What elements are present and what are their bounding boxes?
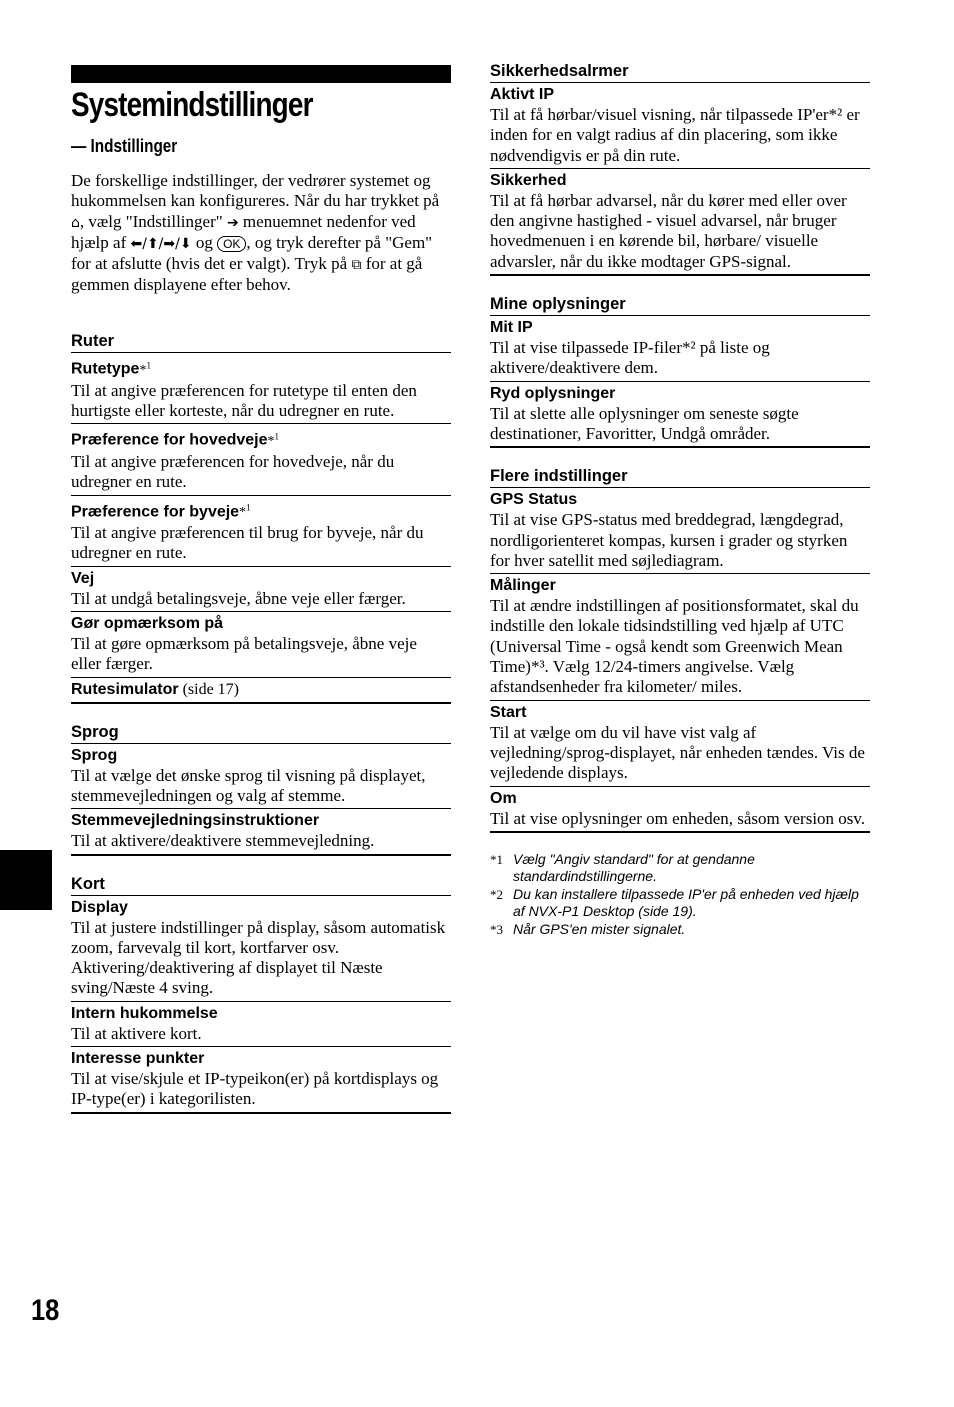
settings-group bbox=[71, 331, 451, 704]
footnote bbox=[490, 886, 870, 921]
setting-title bbox=[71, 498, 451, 524]
footnote bbox=[490, 921, 870, 939]
intro-text: for at gå gemmen displayene efter behov. bbox=[71, 254, 423, 295]
footnote-text: Når GPS'en mister signalet. bbox=[513, 920, 686, 937]
footnote-text: Du kan installere tilpassede IP'er på enheden ved hjælp af NVX-P1 Desktop (side 19). bbox=[513, 885, 859, 920]
chapter-tab bbox=[0, 850, 52, 910]
footnote bbox=[490, 851, 870, 886]
setting-description: Til at ændre indstillingen af positionsformatet, skal du indstille den lokale tidsindstilling ved hjælp af UTC (Universal Time - også kendt som Greenwich Mean Time)*³. Vælg 12/24-timers angivelse. Vælg afstandsenheder fra kilometer/ miles. bbox=[490, 596, 859, 697]
setting-entry bbox=[71, 424, 451, 495]
setting-description: Til at vise/skjule et IP-typeikon(er) på kortdisplays og IP-type(er) i kategorilisten. bbox=[71, 1069, 439, 1109]
setting-entry bbox=[490, 83, 870, 169]
setting-description: Til at gøre opmærksom på betalingsveje, åbne veje eller færger. bbox=[71, 634, 417, 674]
setting-title-text: Målinger bbox=[490, 577, 556, 595]
setting-title bbox=[490, 703, 870, 723]
setting-title-text: Vej bbox=[71, 569, 95, 587]
setting-title-text: Ryd oplysninger bbox=[490, 384, 616, 402]
setting-entry bbox=[71, 678, 451, 704]
setting-title-text: Intern hukommelse bbox=[71, 1004, 218, 1022]
group-heading: Sikkerhedsalrmer bbox=[490, 61, 870, 83]
setting-description: Til at slette alle oplysninger om seneste søgte destinationer, Favoritter, Undgå områder. bbox=[490, 403, 799, 443]
footnote-ref-number: 1 bbox=[274, 431, 280, 442]
intro-paragraph bbox=[71, 171, 451, 296]
setting-title-text: Display bbox=[71, 898, 128, 916]
setting-entry bbox=[71, 496, 451, 567]
setting-title-text: Start bbox=[490, 703, 527, 721]
setting-title bbox=[71, 898, 451, 918]
setting-title bbox=[71, 614, 451, 634]
setting-title-text: Sikkerhed bbox=[490, 171, 567, 189]
setting-entry bbox=[490, 574, 870, 700]
setting-entry bbox=[490, 169, 870, 276]
setting-description: Til at vise GPS-status med breddegrad, længdegrad, nordligorienteret kompas, kursen i grader og styrken for hver satellit med søjlediagram. bbox=[490, 510, 848, 570]
setting-entry bbox=[490, 316, 870, 382]
setting-title bbox=[490, 318, 870, 338]
setting-entry bbox=[490, 488, 870, 574]
footnote-text: Vælg "Angiv standard" for at gendanne standardindstillingerne. bbox=[513, 850, 755, 885]
setting-title-text: Præference for byveje bbox=[71, 503, 240, 521]
settings-group bbox=[490, 61, 870, 276]
setting-entry bbox=[71, 612, 451, 678]
setting-title-text: Om bbox=[490, 789, 517, 807]
setting-title bbox=[71, 569, 451, 589]
setting-description: Til at aktivere kort. bbox=[71, 1023, 202, 1043]
settings-group bbox=[490, 294, 870, 448]
right-column bbox=[490, 61, 870, 938]
settings-group bbox=[71, 722, 451, 856]
setting-entry bbox=[71, 567, 451, 612]
setting-entry bbox=[71, 744, 451, 810]
footnote-ref bbox=[239, 502, 251, 521]
setting-title bbox=[490, 576, 870, 596]
setting-description: Til at undgå betalingsveje, åbne veje eller færger. bbox=[71, 588, 406, 608]
setting-title-text: Sprog bbox=[71, 746, 118, 764]
setting-entry bbox=[490, 382, 870, 449]
back-icon: ⧉ bbox=[351, 257, 362, 274]
setting-title-text: Gør opmærksom på bbox=[71, 615, 224, 633]
footnote-ref-star: * bbox=[267, 433, 275, 449]
setting-entry bbox=[490, 701, 870, 787]
intro-text: menuemnet nedenfor ved hjælp af bbox=[71, 211, 416, 252]
setting-entry bbox=[71, 896, 451, 1002]
setting-title bbox=[71, 1049, 451, 1069]
setting-entry bbox=[71, 353, 451, 424]
footnote-ref-star: * bbox=[139, 362, 147, 378]
setting-description: Til at få hørbar advarsel, når du kører med eller over den angivne hastighed - visuel advarsel, når bruger hovedmenuen i en kørende bil, hørbare/ visuelle advarsler, når du ikke modtager GPS-signal. bbox=[490, 190, 847, 271]
setting-description: Til at vise oplysninger om enheden, såsom version osv. bbox=[490, 808, 866, 828]
setting-entry bbox=[71, 1047, 451, 1114]
group-heading: Mine oplysninger bbox=[490, 294, 870, 316]
setting-title-text: Stemmevejledningsinstruktioner bbox=[71, 812, 320, 830]
intro-text: og bbox=[191, 232, 218, 252]
footnote-mark: *2 bbox=[490, 886, 503, 902]
setting-title-text: Rutesimulator bbox=[71, 680, 179, 698]
footnote-mark: *3 bbox=[490, 921, 503, 937]
footnote-mark: *1 bbox=[490, 851, 503, 867]
setting-title-text: GPS Status bbox=[490, 491, 578, 509]
group-heading: Sprog bbox=[71, 722, 451, 744]
setting-title bbox=[71, 680, 451, 700]
group-heading: Ruter bbox=[71, 331, 451, 353]
setting-title bbox=[71, 426, 451, 452]
group-heading: Flere indstillinger bbox=[490, 466, 870, 488]
left-column bbox=[71, 331, 451, 1132]
setting-entry bbox=[71, 809, 451, 855]
setting-description: Til at angive præferencen til brug for byveje, når du udregner en rute. bbox=[71, 523, 424, 563]
page-subtitle: — Indstillinger bbox=[71, 136, 178, 156]
title-bar bbox=[71, 65, 451, 83]
setting-title bbox=[71, 355, 451, 381]
setting-entry bbox=[490, 787, 870, 833]
footnotes bbox=[490, 851, 870, 939]
footnote-ref-number: 1 bbox=[146, 360, 151, 370]
setting-title bbox=[71, 1004, 451, 1024]
setting-title-text: Aktivt IP bbox=[490, 86, 555, 103]
setting-title bbox=[71, 811, 451, 831]
setting-title bbox=[490, 171, 870, 191]
setting-title bbox=[490, 789, 870, 809]
home-icon: ⌂ bbox=[71, 214, 80, 231]
arrow-right-icon: ➔ bbox=[226, 214, 239, 231]
ok-key-icon: OK bbox=[217, 236, 246, 252]
intro-text: , og tryk derefter på "Gem" for at afslutte (hvis det er valgt). Tryk på bbox=[71, 232, 433, 274]
page-title: Systemindstillinger bbox=[71, 86, 313, 124]
setting-title-text: Interesse punkter bbox=[71, 1050, 205, 1068]
setting-description: Til at vælge det ønske sprog til visning på displayet, stemmevejledningen og valg af stemme. bbox=[71, 765, 426, 805]
setting-title-text: Rutetype bbox=[71, 360, 140, 378]
footnote-ref-number: 1 bbox=[246, 502, 251, 513]
settings-group bbox=[71, 874, 451, 1114]
setting-description: Til at justere indstillinger på display, såsom automatisk zoom, farvevalg til kort, kortfarver osv. Aktivering/deaktivering af displayet til Næste sving/Næste 4 sving. bbox=[71, 917, 446, 998]
settings-group bbox=[490, 466, 870, 833]
setting-description: Til at angive præferencen for hovedveje, når du udregner en rute. bbox=[71, 451, 395, 492]
setting-title bbox=[490, 490, 870, 510]
footnote-ref-star: * bbox=[239, 505, 247, 521]
footnote-ref bbox=[267, 431, 280, 449]
setting-title-text: Præference for hovedveje bbox=[71, 431, 268, 449]
setting-title bbox=[490, 384, 870, 404]
intro-text: , vælg "Indstillinger" bbox=[79, 211, 227, 231]
intro-text: De forskellige indstillinger, der vedrører systemet og hukommelsen kan konfigureres. Når du har trykket på bbox=[71, 171, 440, 211]
setting-title-text: Mit IP bbox=[490, 319, 533, 337]
setting-description: Til at vælge om du vil have vist valg af vejledning/sprog-displayet, når enheden tændes. Vis de vejledende displays. bbox=[490, 722, 865, 783]
group-heading: Kort bbox=[71, 874, 451, 896]
page-reference: (side 17) bbox=[178, 680, 240, 698]
setting-description: Til at aktivere/deaktivere stemmevejledning. bbox=[71, 831, 375, 851]
page-number: 18 bbox=[31, 1294, 60, 1327]
footnote-ref bbox=[139, 360, 151, 378]
setting-description: Til at vise tilpassede IP-filer*² på liste og aktivere/deaktivere dem. bbox=[490, 338, 770, 378]
setting-title bbox=[71, 746, 451, 766]
setting-title bbox=[490, 85, 870, 105]
setting-description: Til at angive præferencen for rutetype til enten den hurtigste eller korteste, når du udregner en rute. bbox=[71, 380, 417, 420]
direction-arrows-icon: ⬅/⬆/➡/⬇ bbox=[130, 235, 192, 252]
setting-description: Til at få hørbar/visuel visning, når tilpassede IP'er*² er inden for en valgt radius af din placering, som ikke nødvendigvis er på din rute. bbox=[490, 105, 860, 165]
setting-entry bbox=[71, 1002, 451, 1047]
